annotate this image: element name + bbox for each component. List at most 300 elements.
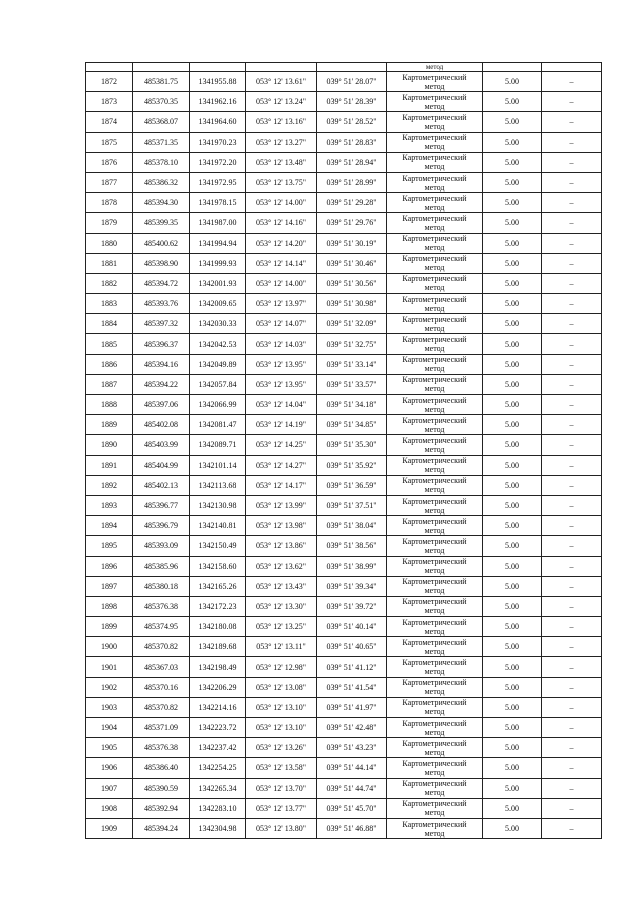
cell-mark: – [542,657,602,677]
method-line-1: Картометрический [402,718,467,728]
cell-y: 1342254.25 [190,758,246,778]
method-line-1: Картометрический [402,234,467,244]
cell-y: 1342113.68 [190,475,246,495]
cell-accuracy: 5.00 [483,92,542,112]
table-row [86,556,602,576]
cell-method [387,778,483,798]
cell-accuracy: 5.00 [483,576,542,596]
cell-longitude: 039° 51' 38.56" [317,536,387,556]
cell-longitude: 039° 51' 44.14" [317,758,387,778]
cell-number: 1902 [86,677,133,697]
method-line-2: метод [424,767,445,777]
cell-mark: – [542,314,602,334]
table-row [86,193,602,213]
cell-number: 1886 [86,354,133,374]
table-row [86,72,602,92]
cell-number: 1888 [86,395,133,415]
cell-method [387,637,483,657]
cell-y: 1342101.14 [190,455,246,475]
cell-x: 485396.79 [133,516,190,536]
cell-mark: – [542,495,602,515]
cell-method [387,72,483,92]
cell-y: 1341972.95 [190,172,246,192]
table-row [86,152,602,172]
method-line-1: Картометрический [402,133,467,143]
cell-method [387,455,483,475]
method-line-1: Картометрический [402,536,467,546]
cell-number: 1883 [86,294,133,314]
method-line-2: метод [424,727,445,737]
cell-number: 1879 [86,213,133,233]
cell-y: 1342001.93 [190,273,246,293]
cell-accuracy: 5.00 [483,152,542,172]
cell-method [387,314,483,334]
cell-x: 485370.82 [133,637,190,657]
method-line-1: Картометрический [402,658,467,668]
cell-number: 1903 [86,697,133,717]
method-line-1: Картометрический [402,758,467,768]
cell-longitude: 039° 51' 30.46" [317,253,387,273]
method-line-1: Картометрический [402,799,467,809]
cell-mark: – [542,798,602,818]
cell-x: 485378.10 [133,152,190,172]
cell-longitude: 039° 51' 28.99" [317,172,387,192]
cell-mark: – [542,193,602,213]
cell-x: 485392.94 [133,798,190,818]
cell-latitude: 053° 12' 14.00" [246,193,317,213]
cell-method [387,657,483,677]
method-line-2: метод [424,788,445,798]
cell-latitude: 053° 12' 14.07" [246,314,317,334]
cell-accuracy: 5.00 [483,778,542,798]
cell-longitude: 039° 51' 38.99" [317,556,387,576]
table-row [86,294,602,314]
method-line-1: Картометрический [402,415,467,425]
cell-x [133,63,190,72]
cell-latitude: 053° 12' 14.19" [246,415,317,435]
cell-x: 485371.35 [133,132,190,152]
cell-y: 1342214.16 [190,697,246,717]
cell-number: 1881 [86,253,133,273]
cell-method [387,395,483,415]
cell-method [387,596,483,616]
method-line-1: Картометрический [402,213,467,223]
cell-longitude: 039° 51' 28.94" [317,152,387,172]
cell-mark: – [542,132,602,152]
cell-mark: – [542,213,602,233]
cell-mark: – [542,334,602,354]
cell-y: 1342283.10 [190,798,246,818]
cell-y: 1341994.94 [190,233,246,253]
method-line-2: метод [424,808,445,818]
cell-y: 1342172.23 [190,596,246,616]
cell-latitude [246,63,317,72]
cell-longitude: 039° 51' 41.12" [317,657,387,677]
table-row [86,213,602,233]
method-line-2: метод [424,586,445,596]
method-line-2: метод [424,687,445,697]
cell-x: 485393.09 [133,536,190,556]
cell-x: 485390.59 [133,778,190,798]
method-line-1: Картометрический [402,516,467,526]
method-line-2: метод [424,485,445,495]
cell-longitude: 039° 51' 30.56" [317,273,387,293]
cell-number: 1893 [86,495,133,515]
cell-x: 485368.07 [133,112,190,132]
method-line-2: метод [424,424,445,434]
cell-longitude: 039° 51' 35.30" [317,435,387,455]
cell-accuracy: 5.00 [483,395,542,415]
method-line-2: метод [424,344,445,354]
cell-mark: – [542,273,602,293]
cell-longitude: 039° 51' 43.23" [317,738,387,758]
cell-x: 485376.38 [133,738,190,758]
cell-method [387,576,483,596]
cell-mark: – [542,253,602,273]
cell-x: 485374.95 [133,617,190,637]
cell-number: 1878 [86,193,133,213]
cell-latitude: 053° 12' 13.16" [246,112,317,132]
cell-x: 485381.75 [133,72,190,92]
cell-mark: – [542,536,602,556]
cell-mark: – [542,112,602,132]
cell-x: 485399.35 [133,213,190,233]
cell-x: 485386.32 [133,172,190,192]
cell-number: 1906 [86,758,133,778]
cell-method [387,435,483,455]
cell-mark: – [542,475,602,495]
cell-y: 1342009.65 [190,294,246,314]
cell-latitude: 053° 12' 14.25" [246,435,317,455]
cell-longitude: 039° 51' 36.59" [317,475,387,495]
cell-y: 1342089.71 [190,435,246,455]
cell-y: 1342198.49 [190,657,246,677]
cell-mark: – [542,152,602,172]
cell-latitude: 053° 12' 13.75" [246,172,317,192]
cell-number: 1904 [86,718,133,738]
cell-latitude: 053° 12' 13.26" [246,738,317,758]
cell-longitude: 039° 51' 39.34" [317,576,387,596]
cell-y: 1342066.99 [190,395,246,415]
cell-x: 485398.90 [133,253,190,273]
cell-mark: – [542,374,602,394]
table-row [86,273,602,293]
cell-longitude: 039° 51' 30.19" [317,233,387,253]
cell-latitude: 053° 12' 13.58" [246,758,317,778]
cell-accuracy: 5.00 [483,294,542,314]
cell-accuracy: 5.00 [483,516,542,536]
cell-method [387,556,483,576]
table-row [86,596,602,616]
cell-longitude: 039° 51' 29.28" [317,193,387,213]
cell-accuracy: 5.00 [483,213,542,233]
cell-accuracy: 5.00 [483,637,542,657]
cell-y: 1342206.29 [190,677,246,697]
method-line-1: Картометрический [402,637,467,647]
cell-x: 485394.16 [133,354,190,374]
cell-latitude: 053° 12' 13.95" [246,374,317,394]
cell-method [387,92,483,112]
cell-mark: – [542,455,602,475]
method-line-2: метод [424,142,445,152]
cell-latitude: 053° 12' 14.16" [246,213,317,233]
cell-longitude [317,63,387,72]
coordinates-table [85,62,602,839]
cell-x: 485394.24 [133,818,190,838]
cell-method [387,495,483,515]
cell-y [190,63,246,72]
method-line-1: Картометрический [402,435,467,445]
table-row [86,415,602,435]
cell-x: 485393.76 [133,294,190,314]
cell-mark: – [542,92,602,112]
method-line-2: метод [424,323,445,333]
cell-method [387,818,483,838]
cell-mark: – [542,758,602,778]
table-row [86,334,602,354]
cell-y: 1342150.49 [190,536,246,556]
cell-accuracy: 5.00 [483,556,542,576]
cell-x: 485394.72 [133,273,190,293]
cell-accuracy: 5.00 [483,738,542,758]
method-line-2: метод [424,646,445,656]
cell-y: 1342030.33 [190,314,246,334]
cell-accuracy: 5.00 [483,193,542,213]
table-row [86,112,602,132]
cell-accuracy: 5.00 [483,253,542,273]
cell-x: 485386.40 [133,758,190,778]
cell-latitude: 053° 12' 13.77" [246,798,317,818]
cell-method [387,677,483,697]
table-row [86,738,602,758]
cell-latitude: 053° 12' 13.08" [246,677,317,697]
table-row [86,395,602,415]
method-line-1: Картометрический [402,112,467,122]
table-row [86,718,602,738]
cell-longitude: 039° 51' 37.51" [317,495,387,515]
cell-mark: – [542,294,602,314]
method-line-2: метод [424,384,445,394]
method-line-1: Картометрический [402,496,467,506]
table-row [86,233,602,253]
method-line-2: метод [424,465,445,475]
cell-accuracy: 5.00 [483,132,542,152]
cell-number: 1907 [86,778,133,798]
cell-y: 1341987.00 [190,213,246,233]
cell-number: 1872 [86,72,133,92]
method-line-1: Картометрический [402,254,467,264]
cell-accuracy: 5.00 [483,72,542,92]
cell-latitude: 053° 12' 13.99" [246,495,317,515]
cell-longitude: 039° 51' 46.88" [317,818,387,838]
cell-number: 1890 [86,435,133,455]
cell-accuracy: 5.00 [483,617,542,637]
table-row [86,516,602,536]
cell-accuracy: 5.00 [483,273,542,293]
cell-latitude: 053° 12' 13.30" [246,596,317,616]
cell-x: 485370.35 [133,92,190,112]
cell-method [387,213,483,233]
cell-x: 485370.16 [133,677,190,697]
cell-number: 1884 [86,314,133,334]
table-row [86,758,602,778]
cell-number: 1887 [86,374,133,394]
method-line-2: метод [424,222,445,232]
cell-number: 1908 [86,798,133,818]
cell-accuracy: 5.00 [483,112,542,132]
cell-accuracy: 5.00 [483,374,542,394]
table-row [86,455,602,475]
cell-accuracy: 5.00 [483,334,542,354]
cell-method [387,132,483,152]
cell-method [387,152,483,172]
cell-number: 1895 [86,536,133,556]
cell-y: 1342165.26 [190,576,246,596]
cell-mark [542,63,602,72]
table-row-continuation [86,63,602,72]
method-line-1: Картометрический [402,698,467,708]
table-row [86,253,602,273]
cell-y: 1341978.15 [190,193,246,213]
method-line-1: Картометрический [402,92,467,102]
cell-accuracy: 5.00 [483,314,542,334]
method-line-2: метод [424,121,445,131]
cell-number: 1882 [86,273,133,293]
cell-y: 1342057.84 [190,374,246,394]
cell-x: 485403.99 [133,435,190,455]
cell-method [387,354,483,374]
cell-method [387,738,483,758]
cell-latitude: 053° 12' 13.27" [246,132,317,152]
cell-y: 1341964.60 [190,112,246,132]
cell-y: 1342237.42 [190,738,246,758]
cell-x: 485402.08 [133,415,190,435]
cell-number: 1889 [86,415,133,435]
cell-x: 485385.96 [133,556,190,576]
cell-mark: – [542,738,602,758]
cell-latitude: 053° 12' 13.62" [246,556,317,576]
method-line-2: метод [424,81,445,91]
cell-accuracy: 5.00 [483,354,542,374]
method-line-1: Картометрический [402,456,467,466]
method-line-1: Картометрический [402,274,467,284]
cell-number: 1901 [86,657,133,677]
cell-y: 1341962.16 [190,92,246,112]
table-row [86,536,602,556]
cell-method [387,516,483,536]
table-row [86,374,602,394]
cell-accuracy: 5.00 [483,536,542,556]
cell-accuracy: 5.00 [483,758,542,778]
method-line-1: Картометрический [402,335,467,345]
cell-number: 1900 [86,637,133,657]
method-line-2: метод [424,404,445,414]
cell-latitude: 053° 12' 14.14" [246,253,317,273]
table-row [86,657,602,677]
cell-accuracy: 5.00 [483,697,542,717]
cell-number [86,63,133,72]
cell-longitude: 039° 51' 32.75" [317,334,387,354]
cell-mark: – [542,415,602,435]
method-line-1: Картометрический [402,597,467,607]
cell-method [387,536,483,556]
cell-number: 1877 [86,172,133,192]
cell-longitude: 039° 51' 39.72" [317,596,387,616]
table-row [86,697,602,717]
method-line-2: метод [424,505,445,515]
cell-mark: – [542,395,602,415]
cell-latitude: 053° 12' 12.98" [246,657,317,677]
cell-mark: – [542,697,602,717]
cell-longitude: 039° 51' 45.70" [317,798,387,818]
cell-latitude: 053° 12' 13.80" [246,818,317,838]
cell-x: 485367.03 [133,657,190,677]
method-line-1: Картометрический [402,617,467,627]
method-line-2: метод [424,444,445,454]
cell-latitude: 053° 12' 14.03" [246,334,317,354]
table-row [86,617,602,637]
cell-y: 1342180.08 [190,617,246,637]
method-line-1: Картометрический [402,395,467,405]
cell-accuracy: 5.00 [483,596,542,616]
cell-mark: – [542,718,602,738]
cell-y: 1341999.93 [190,253,246,273]
cell-longitude: 039° 51' 28.83" [317,132,387,152]
cell-mark: – [542,818,602,838]
cell-accuracy: 5.00 [483,172,542,192]
cell-latitude: 053° 12' 13.24" [246,92,317,112]
method-line-2: метод [424,283,445,293]
method-line-1: Картометрический [402,779,467,789]
cell-method [387,233,483,253]
cell-latitude: 053° 12' 13.10" [246,697,317,717]
cell-x: 485400.62 [133,233,190,253]
cell-number: 1909 [86,818,133,838]
cell-longitude: 039° 51' 33.14" [317,354,387,374]
cell-number: 1897 [86,576,133,596]
method-line-2: метод [424,182,445,192]
cell-number: 1899 [86,617,133,637]
cell-latitude: 053° 12' 13.70" [246,778,317,798]
cell-latitude: 053° 12' 13.25" [246,617,317,637]
cell-longitude: 039° 51' 29.76" [317,213,387,233]
method-line-1: Картометрический [402,294,467,304]
cell-y: 1342140.81 [190,516,246,536]
cell-mark: – [542,596,602,616]
cell-x: 485396.77 [133,495,190,515]
method-line-1: Картометрический [402,557,467,567]
cell-accuracy: 5.00 [483,657,542,677]
cell-method [387,172,483,192]
cell-mark: – [542,556,602,576]
method-line-1: Картометрический [402,355,467,365]
cell-latitude: 053° 12' 14.00" [246,273,317,293]
cell-x: 485380.18 [133,576,190,596]
cell-method [387,475,483,495]
cell-y: 1341972.20 [190,152,246,172]
table-row [86,818,602,838]
method-line-1: Картометрический [402,375,467,385]
cell-longitude: 039° 51' 30.98" [317,294,387,314]
method-line-2: метод [424,828,445,838]
cell-number: 1905 [86,738,133,758]
cell-latitude: 053° 12' 13.61" [246,72,317,92]
cell-mark: – [542,72,602,92]
cell-x: 485397.06 [133,395,190,415]
cell-longitude: 039° 51' 38.04" [317,516,387,536]
method-line-1: Картометрический [402,738,467,748]
cell-y: 1341970.23 [190,132,246,152]
